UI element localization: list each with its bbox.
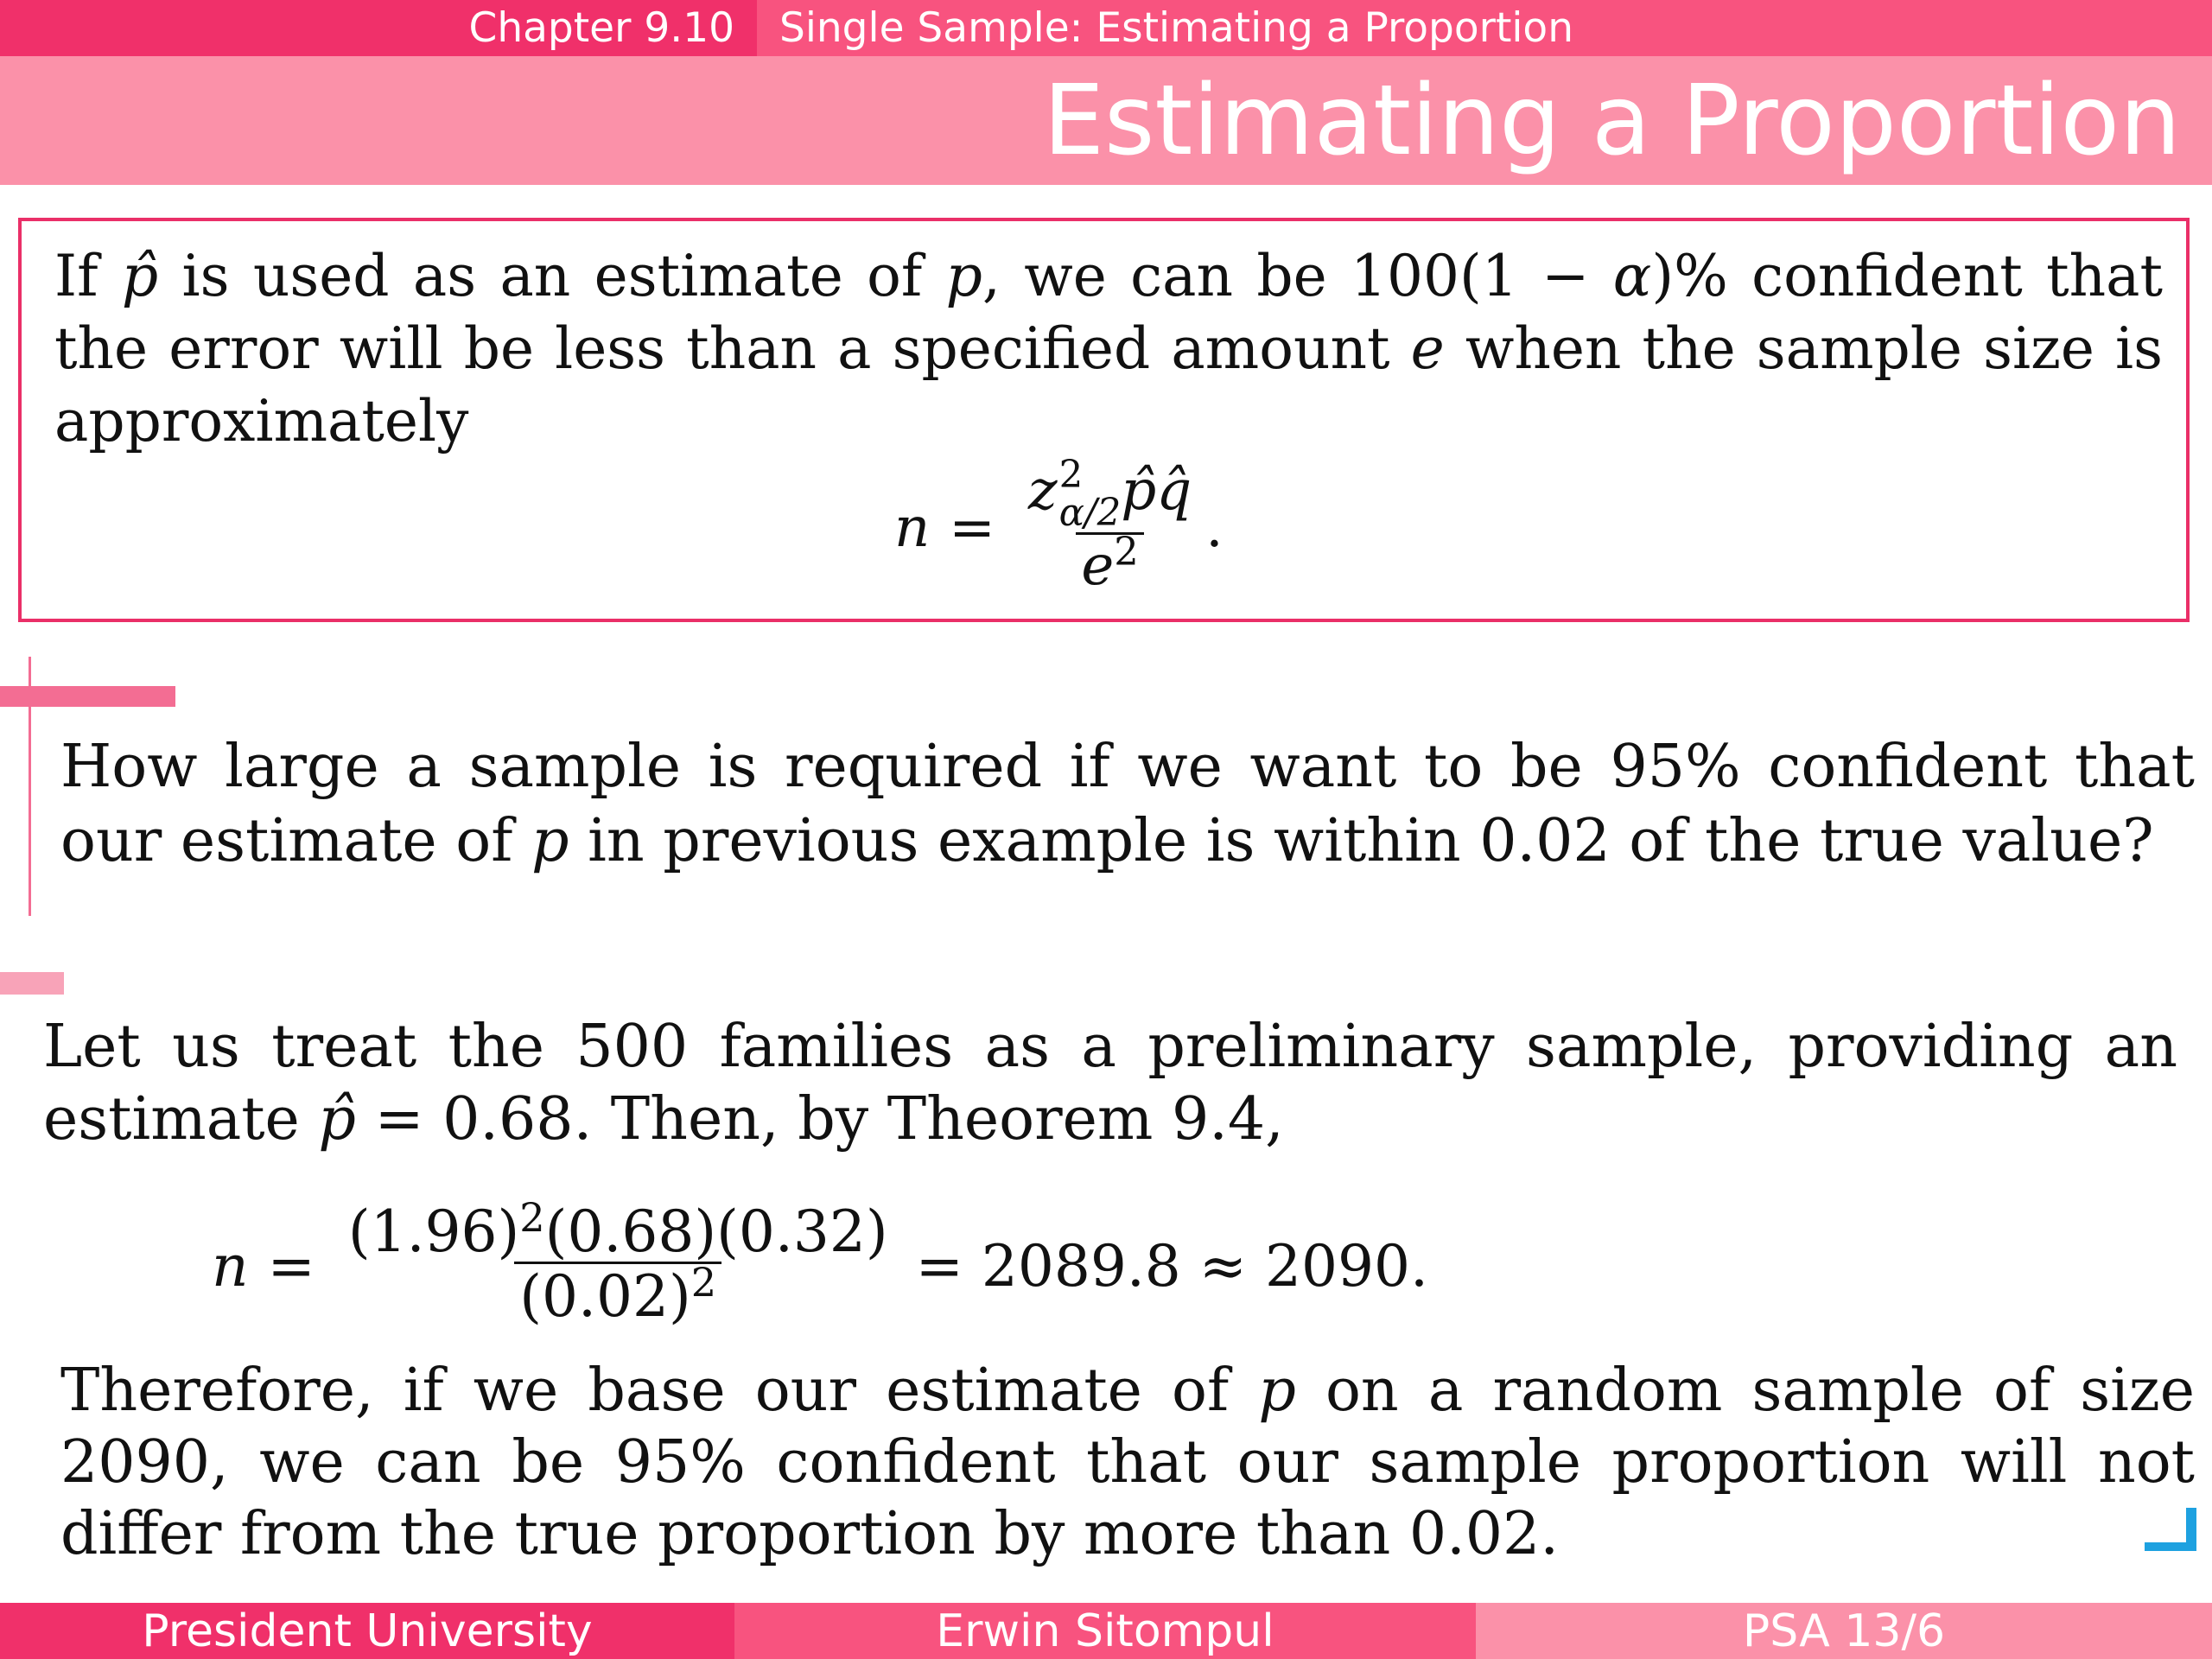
z-subscript: α/2 <box>1058 491 1122 535</box>
solution-marker-bar <box>0 972 64 995</box>
example-marker-bar <box>0 686 175 707</box>
conclusion-text-part: on a random sample of size 2090, we can be 95% confident that our sample proportion will not differ from the true proportion by more than 0.02. <box>60 1357 2196 1568</box>
z-superscript: 2 <box>1058 454 1084 498</box>
calculation-numerator <box>343 1193 893 1265</box>
theorem-text-part: If <box>54 243 122 309</box>
header-bar <box>0 0 2212 56</box>
e-superscript: 2 <box>1114 528 1139 575</box>
alpha-symbol: α <box>1612 243 1652 309</box>
formula-lhs: n <box>212 1232 249 1300</box>
p-hat-symbol: p̂ <box>121 243 159 309</box>
solution-text-part: = 0.68. Then, by Theorem 9.4, <box>355 1085 1284 1154</box>
end-of-proof-icon <box>2145 1508 2196 1551</box>
numerator-factors: (0.68)(0.32) <box>544 1198 888 1265</box>
calculation-fraction <box>343 1193 893 1331</box>
solution-text <box>43 1011 2177 1156</box>
formula-period: . <box>1205 496 1224 560</box>
theorem-text-part: , we can be 100(1 − <box>982 243 1613 309</box>
sample-size-formula <box>894 442 1224 614</box>
calculation-formula <box>212 1184 1428 1348</box>
formula-denominator <box>1076 528 1143 599</box>
formula-lhs: n <box>894 496 931 560</box>
example-text-part: How large a sample is required if we want to be 95% confident that our estimate of <box>60 733 2195 875</box>
footer-institution: President University <box>0 1603 734 1659</box>
denominator-factor: (0.02) <box>519 1263 691 1331</box>
example-text-part: in previous example is within 0.02 of the true value? <box>569 807 2154 875</box>
formula-fraction <box>1023 454 1197 599</box>
numerator-exponent: 2 <box>519 1193 545 1241</box>
conclusion-text <box>60 1355 2195 1570</box>
theorem-text-part: when the sample size is approximately <box>54 315 2163 454</box>
solution-text-part: Let us treat the 500 families as a preliminary sample, providing an estimate <box>43 1013 2177 1154</box>
section-label: Single Sample: Estimating a Proportion <box>757 0 2212 56</box>
denominator-exponent: 2 <box>690 1259 717 1306</box>
slide-title: Estimating a Proportion <box>1043 64 2181 177</box>
conclusion-text-part: Therefore, if we base our estimate of <box>60 1357 1259 1425</box>
numerator-factor: (1.96) <box>347 1198 520 1265</box>
p-hat-symbol: p̂ <box>318 1085 356 1154</box>
p-symbol: p <box>945 243 982 309</box>
footer-author: Erwin Sitompul <box>734 1603 1476 1659</box>
slide-title-bar <box>0 56 2212 185</box>
example-question <box>60 730 2195 879</box>
z-symbol: z <box>1027 459 1058 524</box>
footer-page-number: PSA 13/6 <box>1476 1603 2212 1659</box>
theorem-text <box>54 240 2163 458</box>
p-symbol: p <box>1258 1357 1296 1425</box>
calculation-result: = 2089.8 ≈ 2090. <box>915 1232 1428 1300</box>
theorem-box <box>18 218 2190 622</box>
chapter-label: Chapter 9.10 <box>0 0 757 56</box>
pq-hat-symbols: p̂q̂ <box>1121 459 1192 524</box>
e-symbol: e <box>1410 315 1445 382</box>
footer-bar <box>0 1603 2212 1659</box>
formula-equals: = <box>267 1232 315 1300</box>
calculation-denominator <box>514 1259 721 1331</box>
formula-numerator <box>1023 454 1197 535</box>
e-symbol: e <box>1081 534 1115 599</box>
theorem-text-part: is used as an estimate of <box>158 243 946 309</box>
theorem-text-part: )% confident that the error will be less than a specified amount <box>54 243 2163 382</box>
formula-equals: = <box>949 496 995 560</box>
p-symbol: p <box>531 807 569 875</box>
